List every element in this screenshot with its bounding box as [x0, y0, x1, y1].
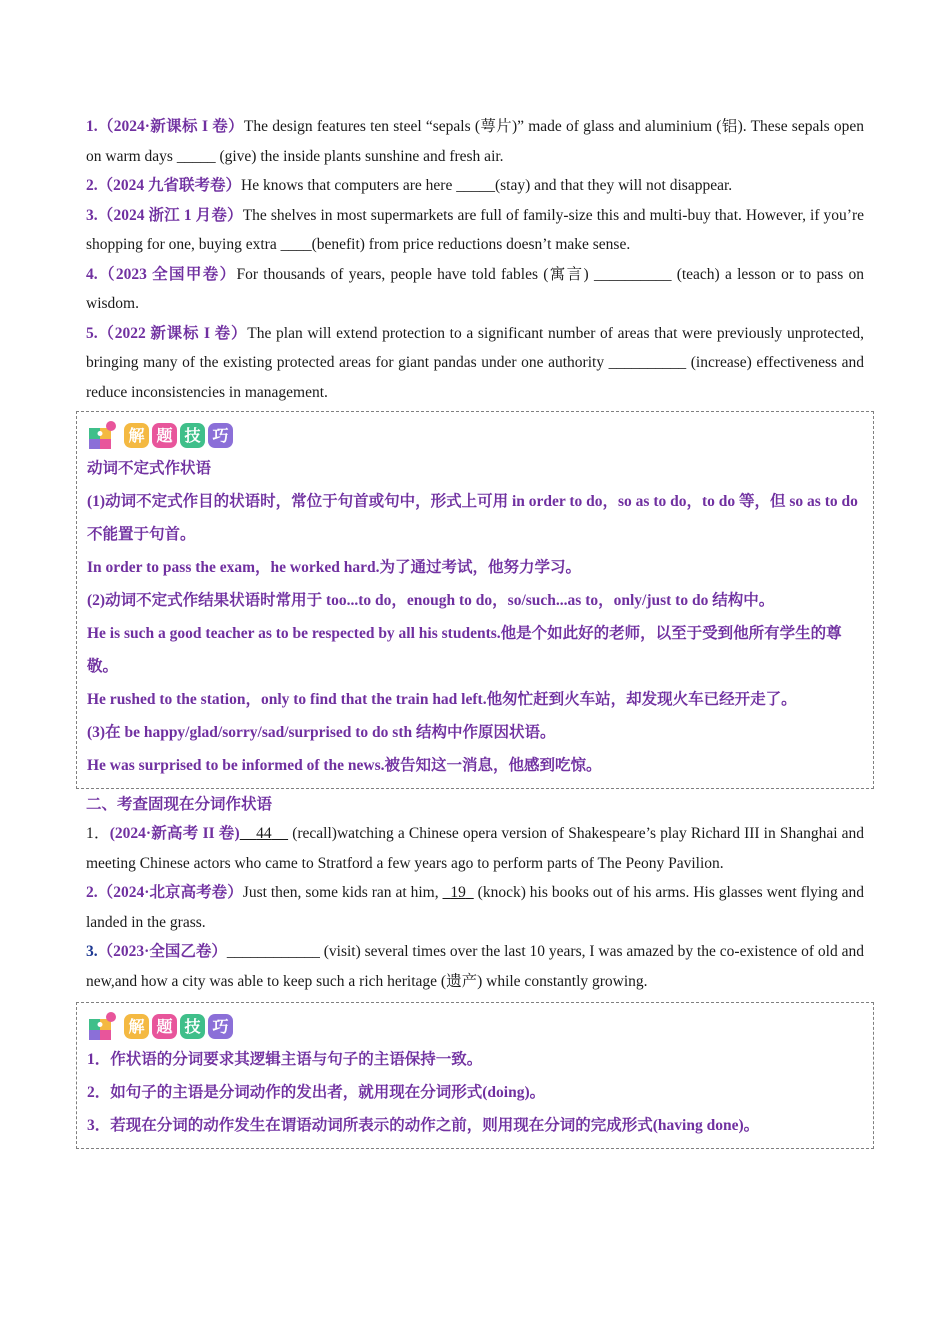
answer-number: 44: [256, 825, 272, 842]
tips-line: In order to pass the exam，he worked hard.为了通过考试，他努力学习。: [87, 559, 581, 576]
question-3: [86, 201, 864, 260]
question-5: [86, 319, 864, 408]
tips-char: 题: [152, 1014, 177, 1039]
practice-2: [86, 878, 864, 937]
tips-header: [87, 418, 863, 452]
practice-3: [86, 937, 864, 996]
question-text-end: (benefit) from price reductions doesn’t make sense.: [311, 236, 631, 253]
tips-line: (1)动词不定式作目的状语时，常位于句首或句中，形式上可用 in order to do，so as to do，to do 等，但 so as to do 不能置于句首。: [87, 493, 858, 543]
question-1: [86, 112, 864, 171]
tips-line: 2．如句子的主语是分词动作的发出者，就用现在分词形式(doing)。: [87, 1084, 546, 1101]
puzzle-icon: [87, 420, 117, 450]
tips-char: 解: [124, 1014, 149, 1039]
question-source: 4.（2023 全国甲卷）: [86, 265, 237, 283]
question-source: （2023·全国乙卷）: [97, 943, 227, 960]
tips-line: 动词不定式作状语: [87, 460, 212, 477]
question-text: The design features ten steel “sepals (萼片)” made of glass and aluminium (铝). These sepals open on warm days: [86, 118, 865, 165]
question-text-end: (increase) effectiveness and reduce inconsistencies in management.: [86, 354, 865, 401]
question-text: Just then, some kids ran at him,: [242, 884, 443, 901]
tips-char: 技: [180, 423, 205, 448]
tips-char: 巧: [208, 423, 233, 448]
section-title: 二、考查固现在分词作状语: [86, 796, 273, 813]
question-4: [86, 260, 864, 319]
answer-blank: ____: [280, 236, 312, 253]
tips-line: He was surprised to be informed of the news.被告知这一消息，他感到吃惊。: [87, 757, 602, 774]
answer-blank: _____: [456, 177, 495, 194]
tips-box-2: [76, 1002, 874, 1149]
answer-blank: ____________: [226, 943, 320, 960]
question-text-end: (visit) several times over the last 10 years, I was amazed by the co-existence of old and new,and how a city was able to keep such a rich heritage (遗产) while constantly growing.: [86, 943, 865, 990]
page-body: [86, 112, 864, 1149]
question-source: (2024·新高考 II 卷): [109, 825, 240, 842]
tips-char: 题: [152, 423, 177, 448]
practice-1: [86, 819, 864, 878]
question-text-end: (stay) and that they will not disappear.: [494, 177, 733, 194]
question-number: 3.: [86, 943, 98, 960]
tips-line: He rushed to the station，only to find that the train had left.他匆忙赶到火车站，却发现火车已经开走了。: [87, 691, 797, 708]
question-text-end: (knock) his books out of his arms. His glasses went flying and landed in the grass.: [86, 884, 865, 931]
tips-char: 解: [124, 423, 149, 448]
tips-char: 巧: [208, 1014, 233, 1039]
question-text-end: (give) the inside plants sunshine and fresh air.: [215, 147, 504, 165]
question-text-end: (teach) a lesson or to pass on wisdom.: [86, 265, 864, 312]
tips-line: 1．作状语的分词要求其逻辑主语与句子的主语保持一致。: [87, 1051, 483, 1068]
tips-line: He is such a good teacher as to be respected by all his students.他是个如此好的老师，以至于受到他所有学生的尊敬。: [87, 625, 842, 675]
tips-char: 技: [180, 1014, 205, 1039]
question-text: The plan will extend protection to a significant number of areas that were previously unprotected, bringing many of the existing protected areas for giant pandas under one authority: [86, 324, 864, 371]
question-2: [86, 171, 864, 201]
puzzle-icon: [87, 1011, 117, 1041]
tips-header: [87, 1009, 863, 1043]
tips-box-1: [76, 411, 874, 789]
question-source: 1.（2024·新课标 I 卷）: [86, 118, 244, 135]
answer-blank: [240, 825, 288, 842]
answer-number: 19: [450, 884, 466, 901]
answer-blank: _____: [176, 147, 216, 165]
question-source: 2.（2024 九省联考卷）: [86, 177, 242, 194]
question-source: 3.（2024 浙江 1 月卷）: [86, 206, 243, 224]
question-source: 2.（2024·北京高考卷）: [86, 884, 243, 901]
answer-blank: [443, 884, 474, 901]
question-source: 5.（2022 新课标 I 卷）: [86, 324, 248, 342]
tips-line: (2)动词不定式作结果状语时常用于 too...to do，enough to do，so/such...as to，only/just to do 结构中。: [87, 592, 775, 609]
question-text: He knows that computers are here: [241, 177, 457, 194]
answer-blank: __________: [593, 265, 672, 283]
question-number: 1．: [86, 825, 110, 842]
answer-blank: __________: [608, 354, 687, 371]
question-text: For thousands of years, people have told fables (寓言): [236, 265, 594, 283]
question-text-end: (recall)watching a Chinese opera version of Shakespeare’s play Richard III in Shanghai and meeting Chinese actors who came to Stratford a few years ago to perform parts of The Peony Pavilion.: [86, 825, 865, 872]
question-text: The shelves in most supermarkets are full of family-size this and multi-buy that. However, if you’re shopping for one, buying extra: [86, 206, 864, 253]
tips-line: 3．若现在分词的动作发生在谓语动词所表示的动作之前，则用现在分词的完成形式(having done)。: [87, 1117, 760, 1134]
tips-line: (3)在 be happy/glad/sorry/sad/surprised to do sth 结构中作原因状语。: [87, 724, 556, 741]
